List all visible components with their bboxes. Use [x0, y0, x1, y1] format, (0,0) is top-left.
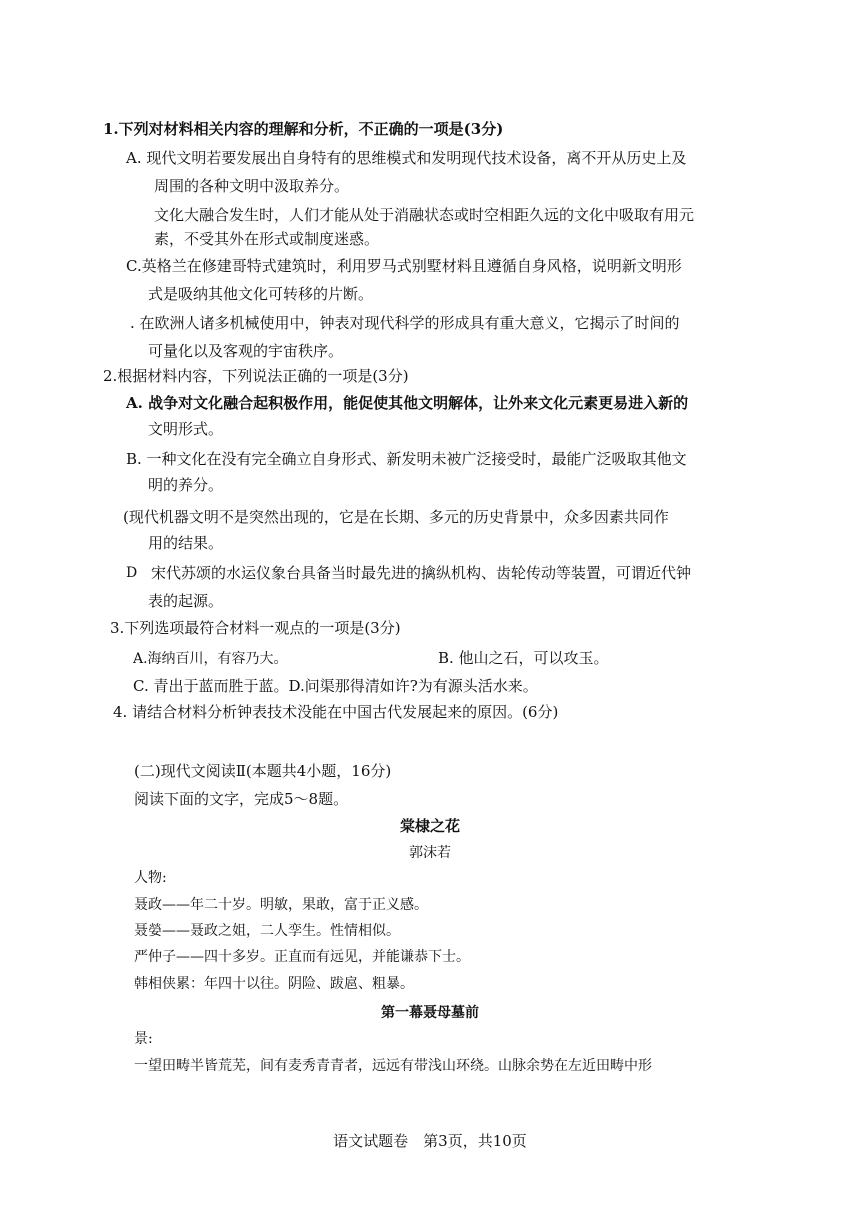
q3-stem: 3.下列选项最符合材料一观点的一项是(3分): [110, 619, 401, 637]
q1-option-a: A. 现代文明若要发展出自身特有的思维模式和发明现代技术设备，离不开从历史上及: [126, 149, 687, 167]
play-author: 郭沫若: [409, 845, 451, 861]
act-title: 第一幕聂母墓前: [381, 1005, 479, 1021]
section-heading: (二)现代文阅读Ⅱ(本题共4小题，16分): [134, 762, 392, 780]
play-title: 棠棣之花: [399, 817, 460, 835]
character-line: 聂政——年二十岁。明敏，果敢，富于正义感。: [134, 897, 428, 913]
q2-option-a-cont: 文明形式。: [148, 420, 224, 438]
q1-option-c: C.英格兰在修建哥特式建筑时，利用罗马式别墅材料且遵循自身风格，说明新文明形: [126, 257, 682, 275]
q2-stem: 2.根据材料内容，下列说法正确的一项是(3分): [103, 367, 409, 385]
page-footer: 语文试题卷 第3页，共10页: [333, 1132, 527, 1150]
q4-stem: 4. 请结合材料分析钟表技术没能在中国古代发展起来的原因。(6分): [113, 703, 559, 721]
q1-option-c-cont: 式是吸纳其他文化可转移的片断。: [148, 285, 374, 303]
section-instruction: 阅读下面的文字，完成5～8题。: [134, 790, 349, 808]
q1-option-d-cont: 可量化以及客观的宇宙秩序。: [148, 342, 344, 360]
characters-label: 人物:: [134, 870, 167, 886]
scene-label: 景:: [134, 1031, 153, 1047]
q1-option-b-cont: 素，不受其外在形式或制度迷惑。: [154, 230, 380, 248]
q3-option-a: A.海纳百川，有容乃大。: [133, 651, 288, 667]
q1-option-d: . 在欧洲人诸多机械使用中，钟表对现代科学的形成具有重大意义，它揭示了时间的: [130, 314, 680, 332]
character-line: 聂嫈——聂政之姐，二人孪生。性情相似。: [134, 923, 400, 939]
q1-option-b: 文化大融合发生时，人们才能从处于消融状态或时空相距久远的文化中吸取有用元: [154, 206, 695, 224]
q2-option-b: B. 一种文化在没有完全确立自身形式、新发明未被广泛接受时，最能广泛吸取其他文: [126, 450, 687, 468]
q1-stem: 1.下列对材料相关内容的理解和分析，不正确的一项是(3分): [103, 120, 504, 138]
q2-option-d: 宋代苏颂的水运仪象台具备当时最先进的擒纵机构、齿轮传动等装置，可谓近代钟: [151, 564, 692, 582]
scene-text: 一望田畴半皆荒芜，间有麦秀青青者，远远有带浅山环绕。山脉余势在左近田畴中形: [134, 1058, 652, 1074]
q2-option-d-cont: 表的起源。: [148, 592, 224, 610]
q3-option-b: B. 他山之石，可以攻玉。: [438, 649, 609, 667]
q2-option-a: A. 战争对文化融合起积极作用，能促使其他文明解体，让外来文化元素更易进入新的: [126, 394, 689, 412]
q2-option-d-label: D: [126, 565, 138, 581]
q2-option-c: (现代机器文明不是突然出现的，它是在长期、多元的历史背景中，众多因素共同作: [123, 508, 669, 526]
q1-option-a-cont: 周围的各种文明中汲取养分。: [154, 177, 350, 195]
q2-option-b-cont: 明的养分。: [148, 476, 224, 494]
q2-option-c-cont: 用的结果。: [148, 534, 224, 552]
q3-option-cd: C. 青出于蓝而胜于蓝。D.问渠那得清如许?为有源头活水来。: [133, 677, 538, 695]
character-line: 严仲子——四十多岁。正直而有远见，并能谦恭下士。: [134, 949, 470, 965]
character-line: 韩相侠累：年四十以往。阴险、跋扈、粗暴。: [134, 976, 414, 992]
